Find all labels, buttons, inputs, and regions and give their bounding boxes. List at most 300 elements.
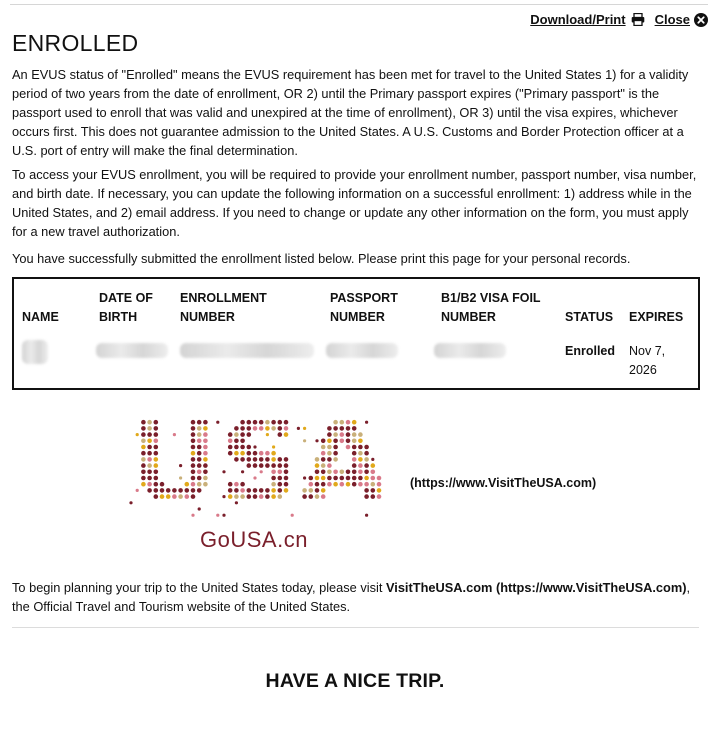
logo-dot xyxy=(197,457,202,462)
logo-dot xyxy=(154,488,159,493)
redacted-dob xyxy=(96,343,168,358)
logo-dot xyxy=(333,439,338,444)
logo-dot xyxy=(321,470,326,475)
logo-dot xyxy=(364,451,369,456)
submitted-info-text: You have successfully submitted the enrollment listed below. Please print this page for your personal records. xyxy=(12,251,631,266)
logo-dot xyxy=(278,426,283,431)
logo-dot xyxy=(191,514,194,517)
logo-dot xyxy=(327,470,332,475)
logo-dot xyxy=(278,482,283,487)
logo-dot xyxy=(278,470,283,475)
logo-dot xyxy=(197,463,202,468)
logo-dot xyxy=(253,488,258,493)
logo-dot xyxy=(228,482,233,487)
logo-dot xyxy=(191,445,196,450)
logo-dot xyxy=(358,463,363,468)
logo-dot xyxy=(284,488,289,493)
logo-dot xyxy=(297,427,300,430)
redacted-name xyxy=(22,340,48,364)
logo-dot xyxy=(259,494,264,499)
logo-dot xyxy=(327,439,332,444)
logo-dot xyxy=(340,420,345,425)
logo-dot xyxy=(191,488,196,493)
logo-dot xyxy=(352,476,357,481)
logo-dot xyxy=(191,420,196,425)
logo-dot xyxy=(327,445,332,450)
logo-dot xyxy=(340,439,345,444)
logo-dot xyxy=(197,476,202,481)
logo-dot xyxy=(147,488,152,493)
logo-dot xyxy=(141,432,146,437)
logo-dot xyxy=(333,457,338,462)
plan-trip-prefix: To begin planning your trip to the United States today, please visit xyxy=(12,580,386,595)
logo-dot xyxy=(234,439,239,444)
logo-dot xyxy=(216,514,219,517)
logo-dot xyxy=(278,420,283,425)
logo-dot xyxy=(309,488,314,493)
logo-dot xyxy=(259,420,264,425)
logo-dot xyxy=(141,420,146,425)
logo-dot xyxy=(234,426,239,431)
logo-dot xyxy=(203,420,208,425)
logo-dot xyxy=(271,482,276,487)
logo-dot xyxy=(179,464,182,467)
logo-dot xyxy=(340,476,345,481)
logo-dot xyxy=(222,470,225,473)
logo-dot xyxy=(371,476,376,481)
logo-dot xyxy=(265,494,270,499)
logo-dot xyxy=(147,439,152,444)
logo-dot xyxy=(315,494,320,499)
logo-dot xyxy=(166,494,171,499)
logo-dot xyxy=(197,420,202,425)
logo-dot xyxy=(228,445,233,450)
logo-dot xyxy=(191,476,196,481)
logo-dot xyxy=(340,470,345,475)
logo-dot xyxy=(302,488,307,493)
logo-dot xyxy=(265,488,270,493)
logo-dot xyxy=(234,482,239,487)
logo-dot xyxy=(260,470,263,473)
access-info-text: To access your EVUS enrollment, you will be required to provide your enrollment number, passport number, visa number, and birth date. If necessary, you can update the following information on a successful enrollment: 1) address while in the United States, and 2) email address. If you need to change or update any other information on the form, you must apply for a new travel authorization. xyxy=(12,167,697,239)
logo-dot xyxy=(240,451,245,456)
logo-dot xyxy=(240,482,245,487)
logo-dot xyxy=(173,433,176,436)
logo-dot xyxy=(364,457,369,462)
logo-dot xyxy=(265,426,270,431)
logo-dot xyxy=(377,476,382,481)
logo-dot xyxy=(185,488,190,493)
logo-dot xyxy=(154,420,159,425)
logo-dot xyxy=(333,476,338,481)
logo-dot xyxy=(178,494,183,499)
logo-dot xyxy=(358,451,363,456)
logo-dot xyxy=(191,451,196,456)
logo-dot xyxy=(147,463,152,468)
redacted-enrollment-number xyxy=(180,343,314,358)
logo-dot xyxy=(141,457,146,462)
logo-dot xyxy=(222,514,225,517)
logo-dot xyxy=(154,494,159,499)
logo-dot xyxy=(247,445,252,450)
logo-dot xyxy=(234,488,239,493)
logo-dot xyxy=(197,470,202,475)
logo-dot xyxy=(197,432,202,437)
logo-dot xyxy=(197,445,202,450)
logo-dot xyxy=(278,476,283,481)
logo-dot xyxy=(352,470,357,475)
logo-dot xyxy=(234,451,239,456)
logo-dot xyxy=(154,426,159,431)
plan-trip-suffix: , the Official Travel and Tourism website of the United States. xyxy=(12,580,691,614)
logo-dot xyxy=(346,445,351,450)
logo-dot xyxy=(247,457,252,462)
logo-dot xyxy=(340,432,345,437)
logo-dot xyxy=(228,494,233,499)
logo-dot xyxy=(309,482,314,487)
logo-dot xyxy=(377,488,382,493)
logo-dot xyxy=(358,482,363,487)
logo-dot xyxy=(340,482,345,487)
close-link[interactable]: Close xyxy=(654,12,690,27)
logo-dot xyxy=(377,482,382,487)
logo-dot xyxy=(315,482,320,487)
logo-dot xyxy=(346,420,351,425)
logo-dot xyxy=(247,451,252,456)
logo-dot xyxy=(259,463,264,468)
logo-dot xyxy=(147,470,152,475)
logo-dot xyxy=(253,451,258,456)
logo-dot xyxy=(284,476,289,481)
col-header-status: STATUS xyxy=(565,310,614,324)
logo-dot xyxy=(371,488,376,493)
logo-dot xyxy=(234,432,239,437)
logo-dot xyxy=(303,439,306,442)
logo-dot xyxy=(253,426,258,431)
gousa-logo-caption: GoUSA.cn xyxy=(200,527,308,552)
logo-dot xyxy=(240,488,245,493)
col-header-name: NAME xyxy=(22,310,59,324)
logo-dot xyxy=(240,445,245,450)
logo-dot xyxy=(346,476,351,481)
logo-dot xyxy=(253,463,258,468)
logo-dot xyxy=(179,476,182,479)
logo-dot xyxy=(259,488,264,493)
logo-dot xyxy=(371,463,376,468)
logo-dot xyxy=(228,439,233,444)
logo-dot xyxy=(154,439,159,444)
logo-dot xyxy=(147,426,152,431)
logo-dot xyxy=(141,476,146,481)
logo-dot xyxy=(309,494,314,499)
logo-dot xyxy=(352,420,357,425)
logo-dot xyxy=(253,420,258,425)
logo-dot xyxy=(185,482,190,487)
logo-dot xyxy=(321,439,326,444)
logo-dot xyxy=(346,426,351,431)
logo-dot xyxy=(302,494,307,499)
top-links xyxy=(530,12,708,27)
logo-dot xyxy=(271,451,276,456)
logo-dot xyxy=(203,451,208,456)
logo-dot xyxy=(136,489,139,492)
logo-dot xyxy=(147,482,152,487)
logo-dot xyxy=(234,445,239,450)
logo-dot xyxy=(154,482,159,487)
logo-dot xyxy=(253,445,256,448)
logo-dot xyxy=(333,451,338,456)
logo-dot xyxy=(291,514,294,517)
printer-icon[interactable] xyxy=(631,13,645,26)
logo-dot xyxy=(147,432,152,437)
logo-dot xyxy=(358,432,363,437)
logo-dot xyxy=(253,457,258,462)
logo-dot xyxy=(259,457,264,462)
logo-dot xyxy=(234,457,239,462)
logo-dot xyxy=(352,463,357,468)
logo-dot xyxy=(358,439,363,444)
expires-value: Nov 7, 2026 xyxy=(629,344,666,377)
logo-dot xyxy=(321,488,326,493)
logo-dot xyxy=(154,476,159,481)
logo-dot xyxy=(352,432,357,437)
logo-dot xyxy=(197,451,202,456)
logo-dot xyxy=(247,463,252,468)
logo-dot xyxy=(377,494,382,499)
logo-dot xyxy=(253,494,258,499)
logo-dot xyxy=(278,457,283,462)
logo-dot xyxy=(154,432,159,437)
logo-dot xyxy=(247,488,252,493)
logo-dot xyxy=(191,470,196,475)
logo-dot xyxy=(154,470,159,475)
logo-dot xyxy=(358,470,363,475)
logo-dot xyxy=(309,476,314,481)
logo-dot xyxy=(284,420,289,425)
logo-dot xyxy=(222,495,225,498)
logo-dot xyxy=(203,482,208,487)
logo-dot xyxy=(197,488,202,493)
logo-dot xyxy=(365,514,368,517)
col-header-expires: EXPIRES xyxy=(629,310,684,324)
logo-dot xyxy=(333,426,338,431)
logo-dot xyxy=(197,482,202,487)
logo-dot xyxy=(272,445,275,448)
logo-dot xyxy=(327,426,332,431)
logo-dot xyxy=(352,482,357,487)
logo-dot xyxy=(321,463,326,468)
close-icon[interactable] xyxy=(694,13,708,27)
logo-dot xyxy=(160,482,165,487)
logo-dot xyxy=(333,445,338,450)
logo-dot xyxy=(259,451,264,456)
logo-dot xyxy=(278,488,283,493)
logo-dot xyxy=(203,445,208,450)
logo-dot xyxy=(178,488,183,493)
logo-dot xyxy=(141,445,146,450)
logo-dot xyxy=(147,451,152,456)
logo-dot xyxy=(136,433,139,436)
logo-dot xyxy=(240,432,245,437)
redacted-passport-number xyxy=(326,343,398,358)
logo-dot xyxy=(358,445,363,450)
redacted-visa-number xyxy=(434,343,506,358)
logo-dot xyxy=(191,494,196,499)
logo-dot xyxy=(321,451,326,456)
logo-dot xyxy=(147,476,152,481)
logo-dot xyxy=(203,439,208,444)
logo-dot xyxy=(371,494,376,499)
usa-dotted-logo[interactable] xyxy=(128,413,388,523)
section-divider xyxy=(12,627,699,628)
logo-dot xyxy=(141,482,146,487)
logo-dot xyxy=(284,463,289,468)
page-title: ENROLLED xyxy=(12,30,139,56)
logo-dot xyxy=(364,494,369,499)
logo-dot xyxy=(364,463,369,468)
logo-dot xyxy=(228,451,233,456)
logo-dot xyxy=(271,470,276,475)
logo-dot xyxy=(240,426,245,431)
logo-dot xyxy=(154,445,159,450)
logo-dot xyxy=(147,457,152,462)
logo-dot xyxy=(160,494,165,499)
logo-dot xyxy=(327,463,332,468)
logo-dot xyxy=(271,488,276,493)
logo-dot xyxy=(247,426,252,431)
logo-dot xyxy=(197,439,202,444)
logo-dot xyxy=(358,457,363,462)
logo-dot xyxy=(166,488,171,493)
closing-message: HAVE A NICE TRIP. xyxy=(265,670,445,692)
logo-dot xyxy=(346,470,351,475)
logo-dot xyxy=(371,470,376,475)
logo-dot xyxy=(172,488,177,493)
logo-dot xyxy=(284,482,289,487)
status-info-text: An EVUS status of "Enrolled" means the EVUS requirement has been met for travel to the United States 1) for a validity period of two years from the date of enrollment, OR 2) until the Primary passport expires ("Primary passport" is the passport used to enroll that was valid and unexpired at the time of enrollment), OR 3) until the visa expires, whichever occurs first. This does not guarantee admission to the United States. A U.S. Customs and Border Protection officer at a U.S. port of entry will make the final determination. xyxy=(12,67,689,158)
logo-dot xyxy=(303,427,306,430)
logo-dot xyxy=(364,476,369,481)
logo-dot xyxy=(315,470,320,475)
logo-dot xyxy=(271,457,276,462)
logo-dot xyxy=(265,451,270,456)
logo-dot xyxy=(240,457,245,462)
download-print-link[interactable]: Download/Print xyxy=(530,12,626,27)
logo-dot xyxy=(129,501,132,504)
logo-dot xyxy=(203,476,208,481)
logo-dot xyxy=(247,432,252,437)
logo-dot xyxy=(147,420,152,425)
logo-dot xyxy=(315,463,320,468)
logo-dot xyxy=(371,482,376,487)
logo-dot xyxy=(241,470,244,473)
logo-dot xyxy=(340,426,345,431)
logo-dot xyxy=(315,488,320,493)
visittheusa-logo-link[interactable]: (https://www.VisitTheUSA.com) xyxy=(410,476,597,490)
plan-trip-text xyxy=(12,578,702,616)
logo-dot xyxy=(198,507,201,510)
logo-dot xyxy=(321,445,326,450)
logo-dot xyxy=(265,457,270,462)
status-value: Enrolled xyxy=(565,344,616,358)
logo-dot xyxy=(191,432,196,437)
logo-dot xyxy=(352,445,357,450)
logo-dot xyxy=(333,420,338,425)
logo-dot xyxy=(228,432,233,437)
logo-dot xyxy=(191,439,196,444)
col-header-visa: B1/B2 VISA FOIL NUMBER xyxy=(441,291,541,324)
logo-dot xyxy=(154,451,159,456)
logo-dot xyxy=(234,494,239,499)
logo-dot xyxy=(247,420,252,425)
logo-dot xyxy=(364,482,369,487)
logo-dot xyxy=(284,426,289,431)
logo-dot xyxy=(240,439,245,444)
logo-dot xyxy=(203,426,208,431)
logo-dot xyxy=(327,451,332,456)
logo-dot xyxy=(160,488,165,493)
logo-dot xyxy=(352,457,357,462)
logo-dot xyxy=(141,426,146,431)
logo-dot xyxy=(185,494,190,499)
logo-dot xyxy=(333,432,338,437)
logo-dot xyxy=(278,432,283,437)
logo-dot xyxy=(364,445,369,450)
logo-dot xyxy=(315,457,320,462)
col-header-passport: PASSPORT NUMBER xyxy=(330,291,398,324)
logo-dot xyxy=(303,476,306,479)
enrollment-table xyxy=(12,277,700,390)
logo-dot xyxy=(141,439,146,444)
logo-dot xyxy=(271,476,276,481)
logo-dot xyxy=(240,494,245,499)
logo-dot xyxy=(265,463,270,468)
logo-dot xyxy=(364,470,369,475)
logo-dot xyxy=(327,457,332,462)
visittheusa-link[interactable]: VisitTheUSA.com (https://www.VisitTheUSA.com) xyxy=(385,580,687,595)
logo-dot xyxy=(191,482,196,487)
logo-dot xyxy=(141,463,146,468)
logo-dot xyxy=(266,433,269,436)
logo-dot xyxy=(235,501,238,504)
logo-dot xyxy=(352,451,357,456)
logo-dot xyxy=(321,482,326,487)
logo-dot xyxy=(265,420,270,425)
logo-dot xyxy=(321,476,326,481)
logo-dot xyxy=(327,476,332,481)
logo-dot xyxy=(203,463,208,468)
logo-dot xyxy=(327,482,332,487)
logo-dot xyxy=(253,476,256,479)
logo-dot xyxy=(259,426,264,431)
logo-dot xyxy=(271,463,276,468)
logo-dot xyxy=(321,494,326,499)
logo-dot xyxy=(271,420,276,425)
logo-dot xyxy=(284,470,289,475)
logo-dot xyxy=(352,439,357,444)
logo-dot xyxy=(346,482,351,487)
logo-dot xyxy=(154,463,159,468)
logo-dot xyxy=(240,420,245,425)
logo-dot xyxy=(364,488,369,493)
logo-dot xyxy=(203,457,208,462)
logo-dot xyxy=(358,476,363,481)
logo-dot xyxy=(271,426,276,431)
logo-dot xyxy=(327,432,332,437)
logo-dot xyxy=(321,457,326,462)
logo-dot xyxy=(315,476,320,481)
col-header-dob: DATE OF BIRTH xyxy=(99,291,153,324)
